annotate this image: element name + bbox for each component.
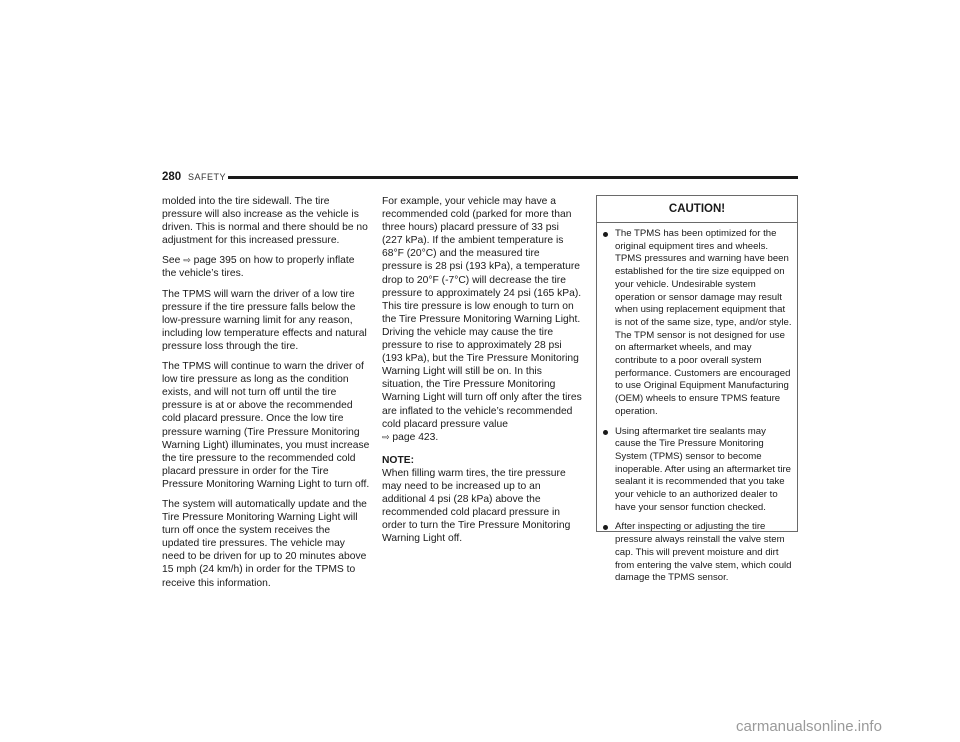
caution-item-text: After inspecting or adjusting the tire pressure always reinstall the valve stem cap. This will prevent moisture and dirt from entering the valve stem, which could damage the TPMS sensor. (615, 521, 792, 584)
text-column-left (162, 195, 370, 597)
page-number: 280 (162, 171, 182, 183)
text-column-middle (382, 195, 582, 552)
bullet-icon (603, 430, 608, 435)
paragraph: The TPMS will continue to warn the driver of low tire pressure as long as the condition exists, and will not turn off until the tire pressure is at or above the recommended cold placard pressure. Once the low tire pressure warning (Tire Pressure Monitoring Warning Light) illuminates, you must increase the tire pressure to the recommended cold placard pressure in order for the Tire Pressure Monitoring Warning Light to turn off. (162, 361, 370, 490)
bullet-icon (603, 232, 608, 237)
bullet-icon (603, 525, 608, 530)
example-text: For example, your vehicle may have a recommended cold (parked for more than three hours) placard pressure of 33 psi (227 kPa). If the ambient temperature is 68°F (20°C) and the measured tire pressure is 28 psi (193 kPa), a temperature drop to 20°F (-7°C) will decrease the tire pressure to approximately 24 psi (165 kPa). This tire pressure is low enough to turn on the Tire Pressure Monitoring Warning Light. Driving the vehicle may cause the tire pressure to rise to approximately 28 psi (193 kPa), but the Tire Pressure Monitoring Warning Light will still be on. In this situation, the Tire Pressure Monitoring Warning Light will turn off only after the tires are inflated to the vehicle’s recommended cold placard pressure value (382, 196, 582, 430)
page-reference-arrow-icon: ⇨ (382, 431, 390, 442)
page-reference-link[interactable]: page 423. (392, 431, 439, 443)
paragraph-example (382, 195, 582, 444)
caution-item-text: Using aftermarket tire sealants may cause the Tire Pressure Monitoring System (TPMS) sensor to become inoperable. After using an aftermarket tire sealant it is recommended that you take your vehicle to an authorized dealer to have your sensor function checked. (615, 425, 791, 513)
caution-item-text: The TPMS has been optimized for the original equipment tires and wheels. TPMS pressures and warning have been established for the tire size equipped on your vehicle. Undesirable system operation or sensor damage may result when using replacement equipment that is not of the same size, type, and/or style. The TPM sensor is not designed for use on aftermarket wheels, and may contribute to a poor overall system performance. Customers are encouraged to use Original Equipment Manufacturing (OEM) wheels to ensure TPMS feature operation. (615, 228, 792, 417)
caution-item (603, 228, 793, 419)
page-reference-arrow-icon: ⇨ (183, 255, 191, 266)
page-header (162, 170, 798, 184)
caution-item (603, 426, 793, 515)
caution-item (603, 521, 793, 585)
see-label: See (162, 255, 181, 267)
caution-list (597, 223, 797, 585)
paragraph-see-reference (162, 254, 370, 280)
header-rule (228, 176, 798, 179)
page-reference-link[interactable]: page 395 on how to properly inflate the vehicle’s tires. (162, 255, 355, 280)
note-text: When filling warm tires, the tire pressure may need to be increased up to an additional 4 psi (28 kPa) above the recommended cold placard pressure in order to turn the Tire Pressure Monitoring Warning Light off. (382, 467, 571, 545)
paragraph: The system will automatically update and the Tire Pressure Monitoring Warning Light will turn off once the system receives the updated tire pressures. The vehicle may need to be driven for up to 20 minutes above 15 mph (24 km/h) in order for the TPMS to receive this information. (162, 498, 367, 589)
paragraph: The TPMS will warn the driver of a low tire pressure if the tire pressure falls below the low-pressure warning limit for any reason, including low temperature effects and natural pressure loss through the tire. (162, 288, 367, 352)
caution-title: CAUTION! (597, 196, 797, 223)
note-title: NOTE: (382, 454, 415, 466)
caution-box (596, 195, 798, 584)
section-title: SAFETY (188, 172, 227, 182)
paragraph: molded into the tire sidewall. The tire pressure will also increase as the vehicle is driven. This is normal and there should be no adjustment for this increased pressure. (162, 196, 368, 247)
watermark: carmanualsonline.info (736, 718, 882, 735)
